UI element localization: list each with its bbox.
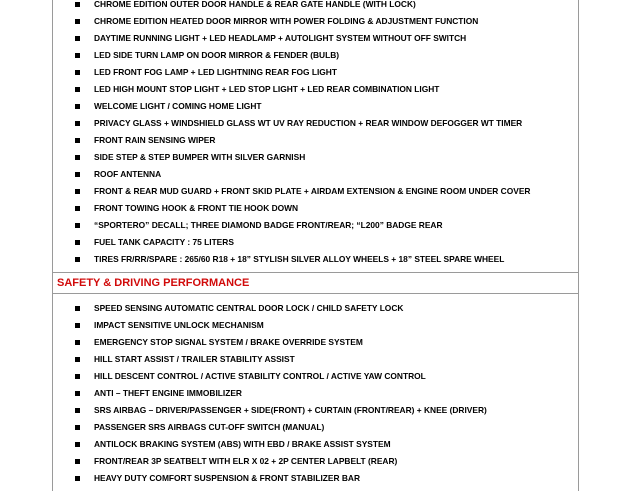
- item-text: IMPACT SENSITIVE UNLOCK MECHANISM: [94, 320, 264, 330]
- list-item: [53, 351, 578, 368]
- square-bullet-icon: [75, 36, 80, 41]
- list-item: [53, 81, 578, 98]
- square-bullet-icon: [75, 391, 80, 396]
- list-item: [53, 419, 578, 436]
- square-bullet-icon: [75, 206, 80, 211]
- item-text: FRONT RAIN SENSING WIPER: [94, 135, 216, 145]
- item-text: WELCOME LIGHT / COMING HOME LIGHT: [94, 101, 262, 111]
- square-bullet-icon: [75, 425, 80, 430]
- list-item: [53, 217, 578, 234]
- square-bullet-icon: [75, 257, 80, 262]
- list-item: [53, 166, 578, 183]
- item-text: LED SIDE TURN LAMP ON DOOR MIRROR & FENDER (BULB): [94, 50, 340, 60]
- item-text: SIDE STEP & STEP BUMPER WITH SILVER GARNISH: [94, 152, 306, 162]
- square-bullet-icon: [75, 87, 80, 92]
- square-bullet-icon: [75, 340, 80, 345]
- square-bullet-icon: [75, 323, 80, 328]
- square-bullet-icon: [75, 189, 80, 194]
- item-text: SRS AIRBAG – DRIVER/PASSENGER + SIDE(FRONT) + CURTAIN (FRONT/REAR) + KNEE (DRIVER): [94, 405, 487, 415]
- list-item: [53, 98, 578, 115]
- list-item: [53, 200, 578, 217]
- list-item: [53, 115, 578, 132]
- square-bullet-icon: [75, 442, 80, 447]
- item-text: SPEED SENSING AUTOMATIC CENTRAL DOOR LOCK / CHILD SAFETY LOCK: [94, 303, 404, 313]
- item-text: EMERGENCY STOP SIGNAL SYSTEM / BRAKE OVERRIDE SYSTEM: [94, 337, 363, 347]
- list-item: [53, 30, 578, 47]
- item-text: ROOF ANTENNA: [94, 169, 162, 179]
- square-bullet-icon: [75, 104, 80, 109]
- square-bullet-icon: [75, 476, 80, 481]
- square-bullet-icon: [75, 223, 80, 228]
- item-text: LED HIGH MOUNT STOP LIGHT + LED STOP LIGHT + LED REAR COMBINATION LIGHT: [94, 84, 440, 94]
- square-bullet-icon: [75, 306, 80, 311]
- item-text: DAYTIME RUNNING LIGHT + LED HEADLAMP + AUTOLIGHT SYSTEM WITHOUT OFF SWITCH: [94, 33, 467, 43]
- square-bullet-icon: [75, 121, 80, 126]
- square-bullet-icon: [75, 172, 80, 177]
- square-bullet-icon: [75, 53, 80, 58]
- item-text: FRONT & REAR MUD GUARD + FRONT SKID PLATE + AIRDAM EXTENSION & ENGINE ROOM UNDER COVER: [94, 186, 531, 196]
- item-text: FUEL TANK CAPACITY : 75 LITERS: [94, 237, 234, 247]
- list-item: [53, 334, 578, 351]
- square-bullet-icon: [75, 155, 80, 160]
- square-bullet-icon: [75, 374, 80, 379]
- safety-features-list: [52, 294, 579, 491]
- list-item: [53, 234, 578, 251]
- item-text: FRONT/REAR 3P SEATBELT WITH ELR X 02 + 2P CENTER LAPBELT (REAR): [94, 456, 398, 466]
- list-item: [53, 402, 578, 419]
- list-item: [53, 132, 578, 149]
- exterior-features-list: [52, 0, 579, 273]
- list-item: [53, 300, 578, 317]
- item-text: FRONT TOWING HOOK & FRONT TIE HOOK DOWN: [94, 203, 299, 213]
- list-item: [53, 13, 578, 30]
- item-text: ANTI – THEFT ENGINE IMMOBILIZER: [94, 388, 242, 398]
- list-item: [53, 0, 578, 13]
- square-bullet-icon: [75, 240, 80, 245]
- list-item: [53, 47, 578, 64]
- square-bullet-icon: [75, 2, 80, 7]
- square-bullet-icon: [75, 408, 80, 413]
- item-text: “SPORTERO” DECALL; THREE DIAMOND BADGE FRONT/REAR; “L200” BADGE REAR: [94, 220, 443, 230]
- list-item: [53, 251, 578, 268]
- list-item: [53, 64, 578, 81]
- spec-sheet: [52, 0, 579, 491]
- square-bullet-icon: [75, 357, 80, 362]
- list-item: [53, 149, 578, 166]
- list-item: [53, 385, 578, 402]
- square-bullet-icon: [75, 459, 80, 464]
- item-text: CHROME EDITION HEATED DOOR MIRROR WITH POWER FOLDING & ADJUSTMENT FUNCTION: [94, 16, 479, 26]
- item-text: PRIVACY GLASS + WINDSHIELD GLASS WT UV RAY REDUCTION + REAR WINDOW DEFOGGER WT TIMER: [94, 118, 523, 128]
- item-text: HILL START ASSIST / TRAILER STABILITY ASSIST: [94, 354, 295, 364]
- list-item: [53, 317, 578, 334]
- item-text: TIRES FR/RR/SPARE : 265/60 R18 + 18” STYLISH SILVER ALLOY WHEELS + 18” STEEL SPARE WHEEL: [94, 254, 505, 264]
- item-text: PASSENGER SRS AIRBAGS CUT-OFF SWITCH (MANUAL): [94, 422, 325, 432]
- list-item: [53, 368, 578, 385]
- item-text: LED FRONT FOG LAMP + LED LIGHTNING REAR FOG LIGHT: [94, 67, 337, 77]
- item-text: HEAVY DUTY COMFORT SUSPENSION & FRONT STABILIZER BAR: [94, 473, 360, 483]
- list-item: [53, 183, 578, 200]
- item-text: HILL DESCENT CONTROL / ACTIVE STABILITY CONTROL / ACTIVE YAW CONTROL: [94, 371, 426, 381]
- item-text: ANTILOCK BRAKING SYSTEM (ABS) WITH EBD / BRAKE ASSIST SYSTEM: [94, 439, 391, 449]
- square-bullet-icon: [75, 138, 80, 143]
- list-item: [53, 453, 578, 470]
- square-bullet-icon: [75, 19, 80, 24]
- square-bullet-icon: [75, 70, 80, 75]
- item-text: CHROME EDITION OUTER DOOR HANDLE & REAR GATE HANDLE (WITH LOCK): [94, 0, 416, 9]
- list-item: [53, 436, 578, 453]
- section-title-safety: SAFETY & DRIVING PERFORMANCE: [52, 273, 579, 294]
